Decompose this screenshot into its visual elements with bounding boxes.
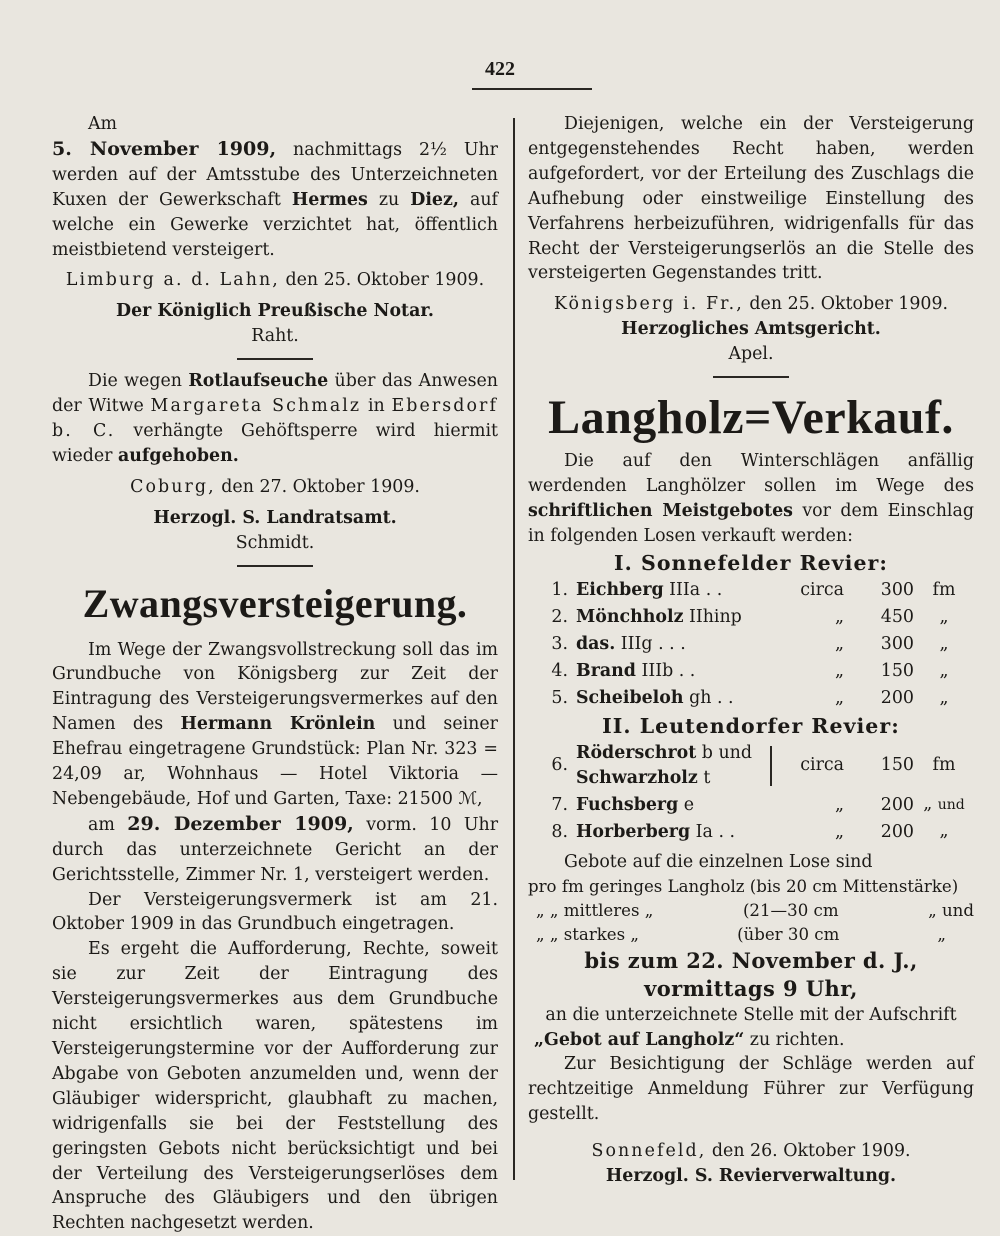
- authority: Herzogl. S. Revierverwaltung.: [528, 1164, 974, 1189]
- lot-name: [576, 819, 770, 846]
- bid-tail: „ und: [928, 899, 974, 923]
- left-column: [52, 112, 498, 1236]
- body-text: Im Wege der Zwangsvollstreckung soll das im Grundbuche von Königsberg zur Zeit der Eintragung des Versteigerungsvermerkes auf den Namen des: [52, 640, 498, 735]
- date: den 25. Oktober 1909.: [744, 294, 948, 314]
- lot-dots: . .: [713, 822, 735, 842]
- lot-row: [528, 631, 974, 658]
- lot-row: [528, 685, 974, 712]
- signer: Raht.: [52, 324, 498, 349]
- notice-compulsory-auction-continued: [528, 112, 974, 378]
- bid-tail: „: [937, 923, 974, 947]
- lot-location: Horberberg: [576, 822, 690, 842]
- lot-number: 6.: [528, 740, 576, 792]
- lot-number: 5.: [528, 685, 576, 712]
- lot-unit-text: „: [923, 794, 932, 814]
- authority: Der Königlich Preußische Notar.: [52, 299, 498, 324]
- place-name: Ebersdorf b. C.: [52, 396, 498, 441]
- date: den 25. Oktober 1909.: [280, 270, 484, 290]
- lot-unit-text: „: [939, 688, 948, 708]
- body-text: auf welche ein Gewerke verzichtet hat, öffentlich meistbietend versteigert.: [52, 190, 498, 260]
- lot-dots: . .: [700, 580, 722, 600]
- lot-dots: . .: [711, 688, 733, 708]
- body-text: und seiner Ehefrau eingetragene Grundstück: Plan Nr. 323 = 24,09 ar, Wohnhaus — Hotel Viktoria — Nebengebäude, Hof und Garten, Taxe: 21500 ℳ,: [52, 714, 498, 809]
- lot-unit-text: „: [939, 661, 948, 681]
- lot-location: Scheibeloh: [576, 688, 684, 708]
- lot-number: 1.: [528, 577, 576, 604]
- lot-name: [576, 792, 770, 819]
- notice-compulsory-auction: [52, 576, 498, 1236]
- notice-timber-sale: [528, 387, 974, 1189]
- place-date-line: [528, 1139, 974, 1164]
- signer: Apel.: [528, 342, 974, 367]
- notice-body: [52, 369, 498, 469]
- lot-table-leutendorf: [528, 740, 974, 846]
- lot-division: t: [698, 768, 711, 788]
- lot-division: IIhinp: [683, 607, 741, 627]
- lot-dots: . . .: [653, 634, 686, 654]
- lot-division: b und: [696, 743, 752, 763]
- place: Sonnefeld,: [591, 1141, 706, 1161]
- bid-row: pro fm geringes Langholz (bis 20 cm Mittenstärke): [528, 875, 974, 899]
- lot-circa: „: [784, 631, 854, 658]
- inspection-note: Zur Besichtigung der Schläge werden auf rechtzeitige Anmeldung Führer zur Verfügung gestellt.: [528, 1052, 974, 1127]
- lot-row: [528, 740, 974, 792]
- disease-name: Rotlaufseuche: [188, 371, 328, 391]
- lot-unit: [914, 577, 974, 604]
- lot-amount: 150: [854, 658, 914, 685]
- lot-circa: „: [784, 792, 854, 819]
- body-text: Die auf den Winterschlägen anfällig werdenden Langhölzer sollen im Wege des: [528, 451, 974, 496]
- date: den 27. Oktober 1909.: [216, 477, 420, 497]
- lot-circa: „: [784, 685, 854, 712]
- lot-tail: und: [938, 797, 965, 813]
- submission-label-line: [528, 1028, 974, 1053]
- deadline-time: vormittags 9 Uhr,: [528, 975, 974, 1003]
- lot-unit-text: „: [939, 634, 948, 654]
- lot-amount: 200: [854, 685, 914, 712]
- authority: Herzogl. S. Landratsamt.: [52, 506, 498, 531]
- lot-amount: 200: [854, 819, 914, 846]
- brace: [770, 746, 772, 786]
- forest-district-heading: I. Sonnefelder Revier:: [528, 549, 974, 577]
- lot-unit: [914, 631, 974, 658]
- lot-unit: [914, 685, 974, 712]
- bid-method: schriftlichen Meistgebotes: [528, 501, 793, 521]
- signer: Schmidt.: [52, 531, 498, 556]
- lot-location: Schwarzholz: [576, 768, 698, 788]
- company-place: Diez,: [410, 190, 459, 210]
- notice-paragraph: [52, 638, 498, 812]
- bid-categories: [528, 875, 974, 947]
- separator-rule: [237, 358, 313, 360]
- lot-row: [528, 577, 974, 604]
- notice-paragraph: [52, 812, 498, 888]
- lot-row: [528, 658, 974, 685]
- body-text: werden auf der Amtsstube des Unterzeichneten Kuxen der Gewerkschaft: [52, 165, 498, 210]
- lot-amount: 450: [854, 604, 914, 631]
- notice-paragraph: Der Versteigerungsvermerk ist am 21. Oktober 1909 in das Grundbuch eingetragen.: [52, 888, 498, 938]
- body-text: zu: [368, 190, 410, 210]
- lot-division: IIIa: [664, 580, 701, 600]
- person-name: Margareta Schmalz: [151, 396, 362, 416]
- body-text: Die wegen: [88, 371, 188, 391]
- lot-name: [576, 740, 770, 792]
- lot-name: [576, 604, 770, 631]
- lot-amount: 300: [854, 577, 914, 604]
- notice-body: [52, 137, 498, 263]
- date: den 26. Oktober 1909.: [706, 1141, 910, 1161]
- lot-location: Brand: [576, 661, 636, 681]
- notice-opening: Am: [52, 112, 498, 137]
- body-text: vor dem Einschlag in folgenden Losen verkauft werden:: [528, 501, 974, 546]
- lot-circa: „: [784, 658, 854, 685]
- submission-address: an die unterzeichnete Stelle mit der Aufschrift: [528, 1003, 974, 1028]
- separator-rule: [713, 376, 789, 378]
- status-word: aufgehoben.: [118, 446, 239, 466]
- notice-paragraph: Es ergeht die Aufforderung, Rechte, soweit sie zur Zeit der Eintragung des Versteigerungsvermerkes aus dem Grundbuche nicht ersichtlich waren, spätestens im Versteigerungstermine vor der Aufforderung zur Abgabe von Geboten anzumelden und, wenn der Gläubiger widerspricht, glaubhaft zu machen, widrigenfalls sie bei der Feststellung des geringsten Gebots nicht berücksichtigt und bei der Verteilung des Versteigerungserlöses dem Anspruche des Gläubigers und den übrigen Rechten nachgesetzt werden.: [52, 937, 498, 1236]
- forest-district-heading: II. Leutendorfer Revier:: [528, 712, 974, 740]
- lot-circa: „: [784, 604, 854, 631]
- bid-row: [528, 923, 974, 947]
- lot-division: Ia: [690, 822, 713, 842]
- page-number: 422: [0, 58, 1000, 81]
- lot-division: IIIg: [615, 634, 652, 654]
- deadline-date: bis zum 22. November d. J.,: [528, 947, 974, 975]
- lot-division: gh: [684, 688, 712, 708]
- lot-location: Röderschrot: [576, 743, 696, 763]
- bid-category: „ „ starkes „: [528, 923, 639, 947]
- lot-unit-text: fm: [933, 580, 956, 600]
- body-text: vorm. 10 Uhr durch das unterzeichnete Gericht an der Gerichtsstelle, Zimmer Nr. 1, versteigert werden.: [52, 815, 498, 885]
- body-text: in: [361, 396, 391, 416]
- lot-unit: fm: [914, 740, 974, 792]
- bid-range: (21—30 cm: [743, 899, 839, 923]
- lot-unit-text: „: [939, 607, 948, 627]
- owner-name: Hermann Krönlein: [180, 714, 375, 734]
- separator-rule: [237, 565, 313, 567]
- lot-unit: [914, 792, 974, 819]
- lot-unit-text: „: [939, 821, 948, 841]
- notice-intro: [528, 449, 974, 549]
- place: Limburg a. d. Lahn,: [66, 270, 280, 290]
- lot-unit: [914, 604, 974, 631]
- lot-circa: circa: [784, 740, 854, 792]
- bid-category: „ „ mittleres „: [528, 899, 653, 923]
- body-text: verhängte Gehöftsperre wird hiermit wieder: [52, 421, 498, 466]
- body-text: am: [88, 815, 127, 835]
- auction-time: nachmittags 2½ Uhr: [276, 140, 498, 160]
- lot-location: Eichberg: [576, 580, 664, 600]
- auction-date: 29. Dezember 1909,: [127, 813, 354, 835]
- lot-name: [576, 685, 770, 712]
- lot-row: [528, 819, 974, 846]
- lot-location: Fuchsberg: [576, 795, 678, 815]
- lot-division: e: [678, 795, 694, 815]
- lot-circa: „: [784, 819, 854, 846]
- lot-row: [528, 792, 974, 819]
- lot-dots: . .: [673, 661, 695, 681]
- envelope-label: „Gebot auf Langholz“: [534, 1030, 744, 1050]
- body-text: über das Anwesen der Witwe: [52, 371, 498, 416]
- lot-unit: [914, 819, 974, 846]
- auction-date: 5. November 1909,: [52, 138, 276, 160]
- lot-amount: 300: [854, 631, 914, 658]
- notice-hermes-auction: [52, 112, 498, 360]
- lot-number: 8.: [528, 819, 576, 846]
- bids-head: Gebote auf die einzelnen Lose sind: [528, 850, 974, 875]
- lot-amount: 200: [854, 792, 914, 819]
- lot-number: 2.: [528, 604, 576, 631]
- lot-name: [576, 658, 770, 685]
- notice-heading: Langholz=Verkauf.: [528, 387, 974, 449]
- lot-circa: circa: [784, 577, 854, 604]
- lot-location: das.: [576, 634, 615, 654]
- company-name: Hermes: [292, 190, 368, 210]
- place: Coburg,: [130, 477, 216, 497]
- column-divider: [513, 118, 515, 1180]
- notice-quarantine-lifted: [52, 369, 498, 566]
- lot-row: [528, 604, 974, 631]
- lot-number: 4.: [528, 658, 576, 685]
- place-date-line: [528, 292, 974, 317]
- body-text: zu richten.: [744, 1030, 844, 1050]
- page-number-rule: [472, 88, 592, 90]
- lot-table-sonnefeld: [528, 577, 974, 712]
- bid-range: (über 30 cm: [737, 923, 839, 947]
- lot-amount: 150: [854, 740, 914, 792]
- notice-heading: Zwangsversteigerung.: [52, 576, 498, 632]
- authority: Herzogliches Amtsgericht.: [528, 317, 974, 342]
- lot-name: [576, 631, 770, 658]
- notice-paragraph: Diejenigen, welche ein der Versteigerung entgegenstehendes Recht haben, werden aufgefordert, vor der Erteilung des Zuschlags die Aufhebung oder einstweilige Einstellung des Verfahrens herbeizuführen, widrigenfalls für das Recht der Versteigerungserlös an die Stelle des versteigerten Gegenstandes tritt.: [528, 112, 974, 286]
- place-date-line: [52, 268, 498, 293]
- lot-division: IIIb: [636, 661, 673, 681]
- lot-name: [576, 577, 770, 604]
- lot-number: 7.: [528, 792, 576, 819]
- place: Königsberg i. Fr.,: [554, 294, 744, 314]
- lot-unit: [914, 658, 974, 685]
- lot-location: Mönchholz: [576, 607, 683, 627]
- lot-number: 3.: [528, 631, 576, 658]
- place-date-line: [52, 475, 498, 500]
- right-column: [528, 112, 974, 1189]
- bid-row: [528, 899, 974, 923]
